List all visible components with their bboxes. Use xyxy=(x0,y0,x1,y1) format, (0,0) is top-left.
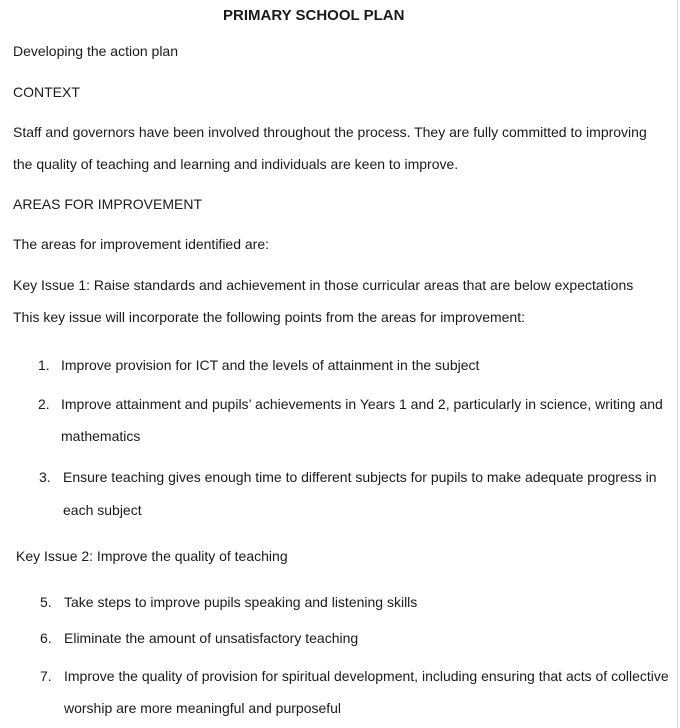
list-item-text: Improve attainment and pupils’ achievements in Years 1 and 2, particularly in science, writing and xyxy=(61,396,663,412)
list-item-text-continued: each subject xyxy=(63,502,142,518)
context-paragraph-line-2: the quality of teaching and learning and individuals are keen to improve. xyxy=(13,156,459,172)
list-item-text-continued: worship are more meaningful and purposeful xyxy=(64,700,342,716)
list-item-text: Eliminate the amount of unsatisfactory teaching xyxy=(64,630,359,646)
list-item-number: 2. xyxy=(38,396,50,412)
key-issue-1: Key Issue 1: Raise standards and achievement in those curricular areas that are below expectations xyxy=(13,277,634,293)
list-item-number: 6. xyxy=(40,630,52,646)
list-item-text-continued: mathematics xyxy=(61,428,141,444)
list-item-number: 5. xyxy=(40,594,52,610)
list-item-text: Ensure teaching gives enough time to different subjects for pupils to make adequate progress in xyxy=(63,469,657,485)
list-item-text: Take steps to improve pupils speaking and listening skills xyxy=(64,594,418,610)
document-title: PRIMARY SCHOOL PLAN xyxy=(223,7,405,24)
context-paragraph-line-1: Staff and governors have been involved throughout the process. They are fully committed to improving xyxy=(13,124,647,140)
key-issue-2: Key Issue 2: Improve the quality of teaching xyxy=(16,548,288,564)
key-issue-1-note: This key issue will incorporate the following points from the areas for improvement: xyxy=(13,309,525,325)
areas-heading: AREAS FOR IMPROVEMENT xyxy=(13,196,203,212)
list-item-text: Improve the quality of provision for spiritual development, including ensuring that acts of collective xyxy=(64,668,669,684)
document-subtitle: Developing the action plan xyxy=(13,43,179,59)
list-item-number: 3. xyxy=(39,469,51,485)
list-item-number: 7. xyxy=(40,668,52,684)
areas-intro: The areas for improvement identified are: xyxy=(13,236,270,252)
list-item-number: 1. xyxy=(38,357,50,373)
context-heading: CONTEXT xyxy=(13,84,80,100)
list-item-text: Improve provision for ICT and the levels of attainment in the subject xyxy=(61,357,480,373)
